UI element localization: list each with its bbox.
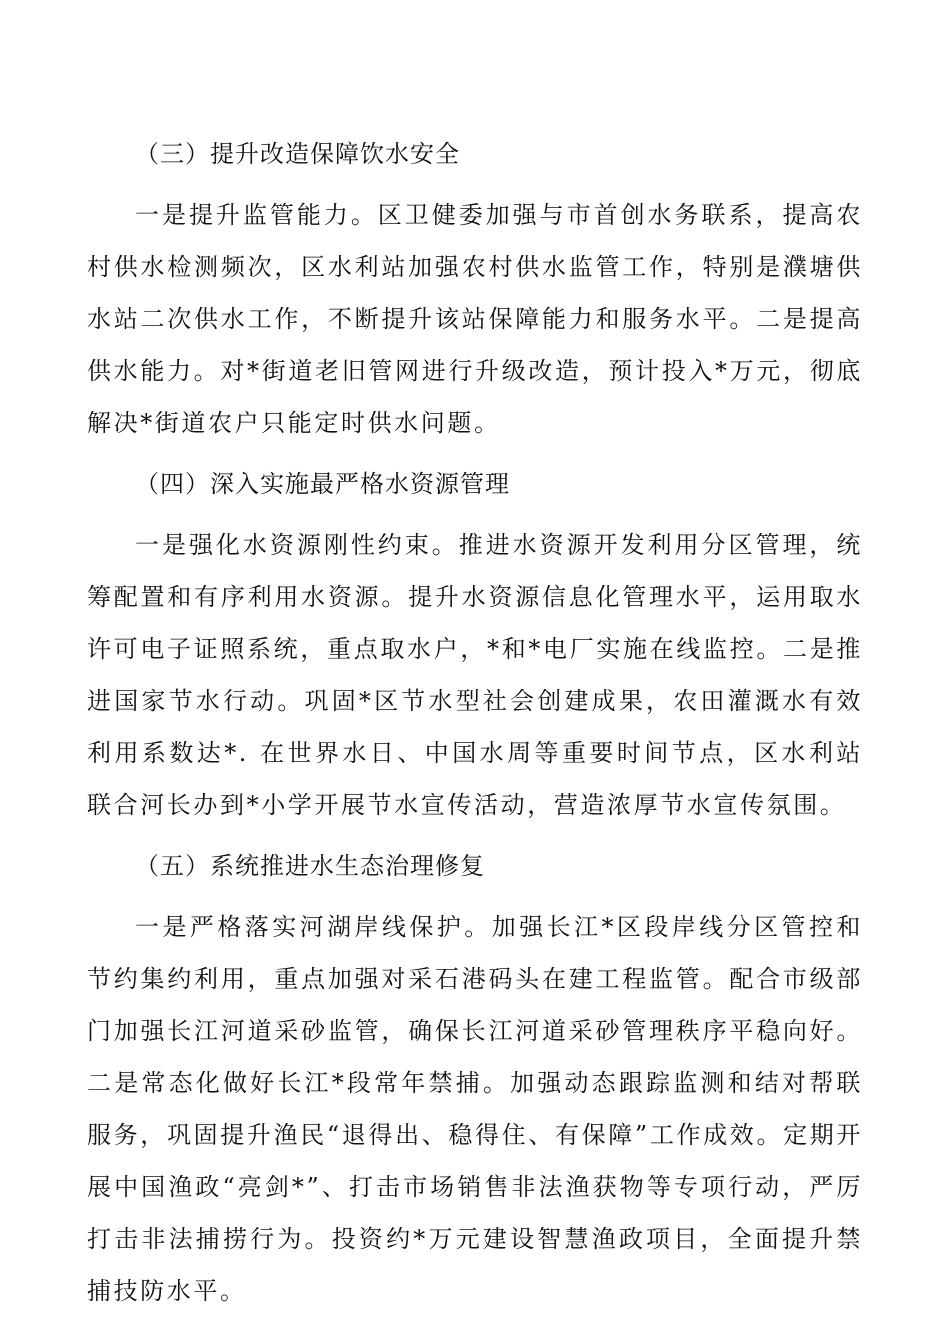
section-heading-5: （五）系统推进水生态治理修复 bbox=[135, 852, 485, 880]
document-body bbox=[87, 128, 863, 1326]
section-heading-4: （四）深入实施最严格水资源管理 bbox=[135, 470, 510, 498]
section-paragraph-4: 一是强化水资源刚性约束。推进水资源开发利用分区管理，统筹配置和有序利用水资源。提升水资源信息化管理水平，运用取水许可电子证照系统，重点取水户，*和*电厂实施在线监控。二是推进国家节水行动。巩固*区节水型社会创建成果，农田灌溉水有效利用系数达*. 在世界水日、中国水周等重要时间节点，区水利站联合河长办到*小学开展节水宣传活动，营造浓厚节水宣传氛围。 bbox=[87, 531, 863, 819]
section-paragraph-5: 一是严格落实河湖岸线保护。加强长江*区段岸线分区管控和节约集约利用，重点加强对采石港码头在建工程监管。配合市级部门加强长江河道采砂监管，确保长江河道采砂管理秩序平稳向好。二是常态化做好长江*段常年禁捕。加强动态跟踪监测和结对帮联服务，巩固提升渔民“退得出、稳得住、有保障”工作成效。定期开展中国渔政“亮剑*”、打击市场销售非法渔获物等专项行动，严厉打击非法捕捞行为。投资约*万元建设智慧渔政项目，全面提升禁捕技防水平。 bbox=[87, 913, 863, 1305]
section-paragraph-3: 一是提升监管能力。区卫健委加强与市首创水务联系，提高农村供水检测频次，区水利站加强农村供水监管工作，特别是濮塘供水站二次供水工作，不断提升该站保障能力和服务水平。二是提高供水能力。对*街道老旧管网进行升级改造，预计投入*万元，彻底解决*街道农户只能定时供水问题。 bbox=[87, 201, 863, 437]
section-heading-3: （三）提升改造保障饮水安全 bbox=[135, 140, 460, 168]
